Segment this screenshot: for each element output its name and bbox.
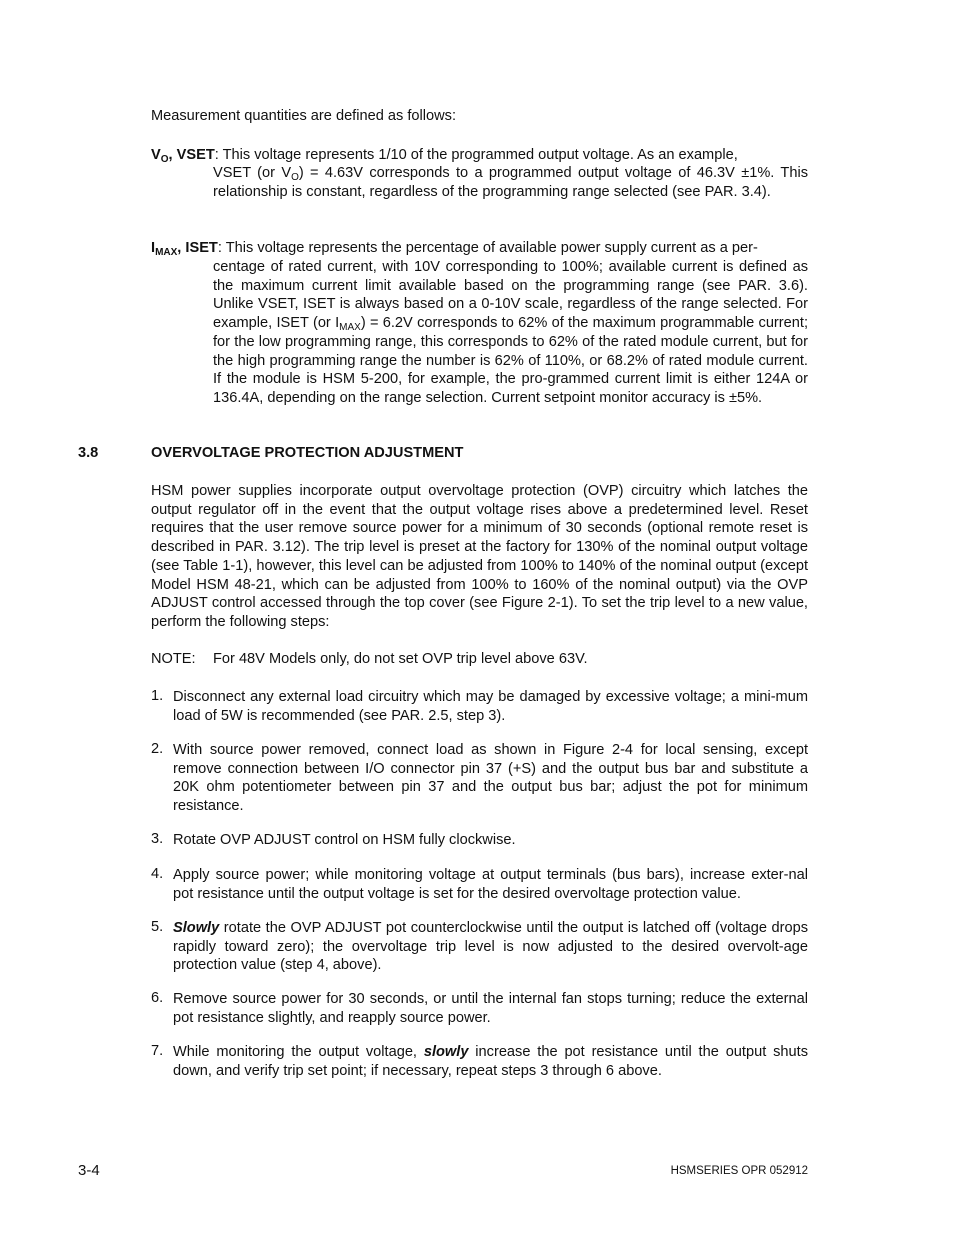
step-text: Rotate OVP ADJUST control on HSM fully clockwise.: [173, 832, 516, 848]
document-id: HSMSERIES OPR 052912: [670, 1165, 808, 1177]
ovp-paragraph: HSM power supplies incorporate output overvoltage protection (OVP) circuitry which latches the output regulator off in the event that the output voltage rises above a predetermined level. Reset requires that the user remove source power for a minimum of 30 seconds (optional remote reset is described in PAR. 3.12). The trip level is preset at the factory for 130% of the nominal output voltage (see Table 1-1), however, this level can be adjusted from 100% to 140% of the nominal output (except Model HSM 48-21, which can be adjusted from 100% to 160% of the nominal output) via the OVP ADJUST control accessed through the top cover (see Figure 2-1). To set the trip level to a new value, perform the following steps:: [151, 483, 808, 630]
intro-text: Measurement quantities are defined as follows:: [151, 108, 457, 124]
note-label: NOTE:: [151, 651, 196, 667]
step-text: With source power removed, connect load as shown in Figure 2-4 for local sensing, except remove connection between I/O connector pin 37 (+S) and the output bus bar and substitute a 20K ohm potentiometer between pin 37 and the output bus bar; adjust the pot for minimum resistance.: [173, 742, 808, 815]
imax-definition-body: centage of rated current, with 10V corresponding to 100%; available current is defined as the maximum current limit available based on the programming range (see PAR. 3.6). Unlike VSET, ISET is always based on a 0-10V scale, regardless of the range selected. For example, ISET (or $I_{MAX}) = 6.2V$ corresponds to 62% of the maximum programmable current; for the low programming range, this corresponds to 62% of the rated module current, but for the high programming range the number is 62% of 110%, or 68.2% of rated module current. If the module is HSM 5-200, for example, the pro-grammed current limit is either 124A or 136.4A, depending on the range selection. Current setpoint monitor accuracy is ±5%.: [213, 259, 808, 406]
step-text: Disconnect any external load circuitry which may be damaged by excessive voltage; a mini-mum load of 5W is recommended (see PAR. 2.5, step 3).: [173, 689, 808, 724]
step-number: 4.: [151, 866, 164, 882]
emphasis: Slowly: [173, 920, 220, 936]
step-number: 2.: [151, 741, 164, 757]
step-number: 7.: [151, 1043, 164, 1059]
vo-definition-body: VSET (or $V_O) = 4.63V$ corresponds to a programmed output voltage of 46.3V ±1%. This relationship is constant, regardless of the programming range selected (see PAR. 3.4).: [213, 165, 808, 200]
step-number: 1.: [151, 688, 164, 704]
vo-term: $V_O$, VSET: [151, 147, 215, 165]
imax-definition-line1: $I_{MAX}$, ISET: This voltage represents the percentage of available power supply current as a per-: [151, 240, 758, 258]
step-text: Slowly rotate the OVP ADJUST pot counterclockwise until the output is latched off (voltage drops rapidly toward zero); the overvoltage trip level is now adjusted to the desired overvolt-age protection value (step 4, above).: [173, 920, 808, 974]
step-text: While monitoring the output voltage, slowly increase the pot resistance until the output shuts down, and verify trip set point; if necessary, repeat steps 3 through 6 above.: [173, 1044, 808, 1079]
step-number: 3.: [151, 831, 164, 847]
note-text: For 48V Models only, do not set OVP trip level above 63V.: [213, 651, 588, 667]
emphasis: slowly: [423, 1044, 469, 1060]
page-number: 3-4: [78, 1162, 100, 1179]
step-text: Remove source power for 30 seconds, or until the internal fan stops turning; reduce the external pot resistance slightly, and reapply source power.: [173, 991, 808, 1026]
section-number: 3.8: [78, 445, 99, 461]
imax-term: $I_{MAX}$, ISET: [151, 240, 218, 258]
step-text: Apply source power; while monitoring voltage at output terminals (bus bars), increase exter-nal pot resistance until the output voltage is set for the desired overvoltage protection value.: [173, 867, 808, 902]
section-title: OVERVOLTAGE PROTECTION ADJUSTMENT: [151, 445, 464, 461]
step-number: 6.: [151, 990, 164, 1006]
step-number: 5.: [151, 919, 164, 935]
vo-definition-line1: $V_O$, VSET: This voltage represents 1/10 of the programmed output voltage. As an example,: [151, 147, 738, 165]
